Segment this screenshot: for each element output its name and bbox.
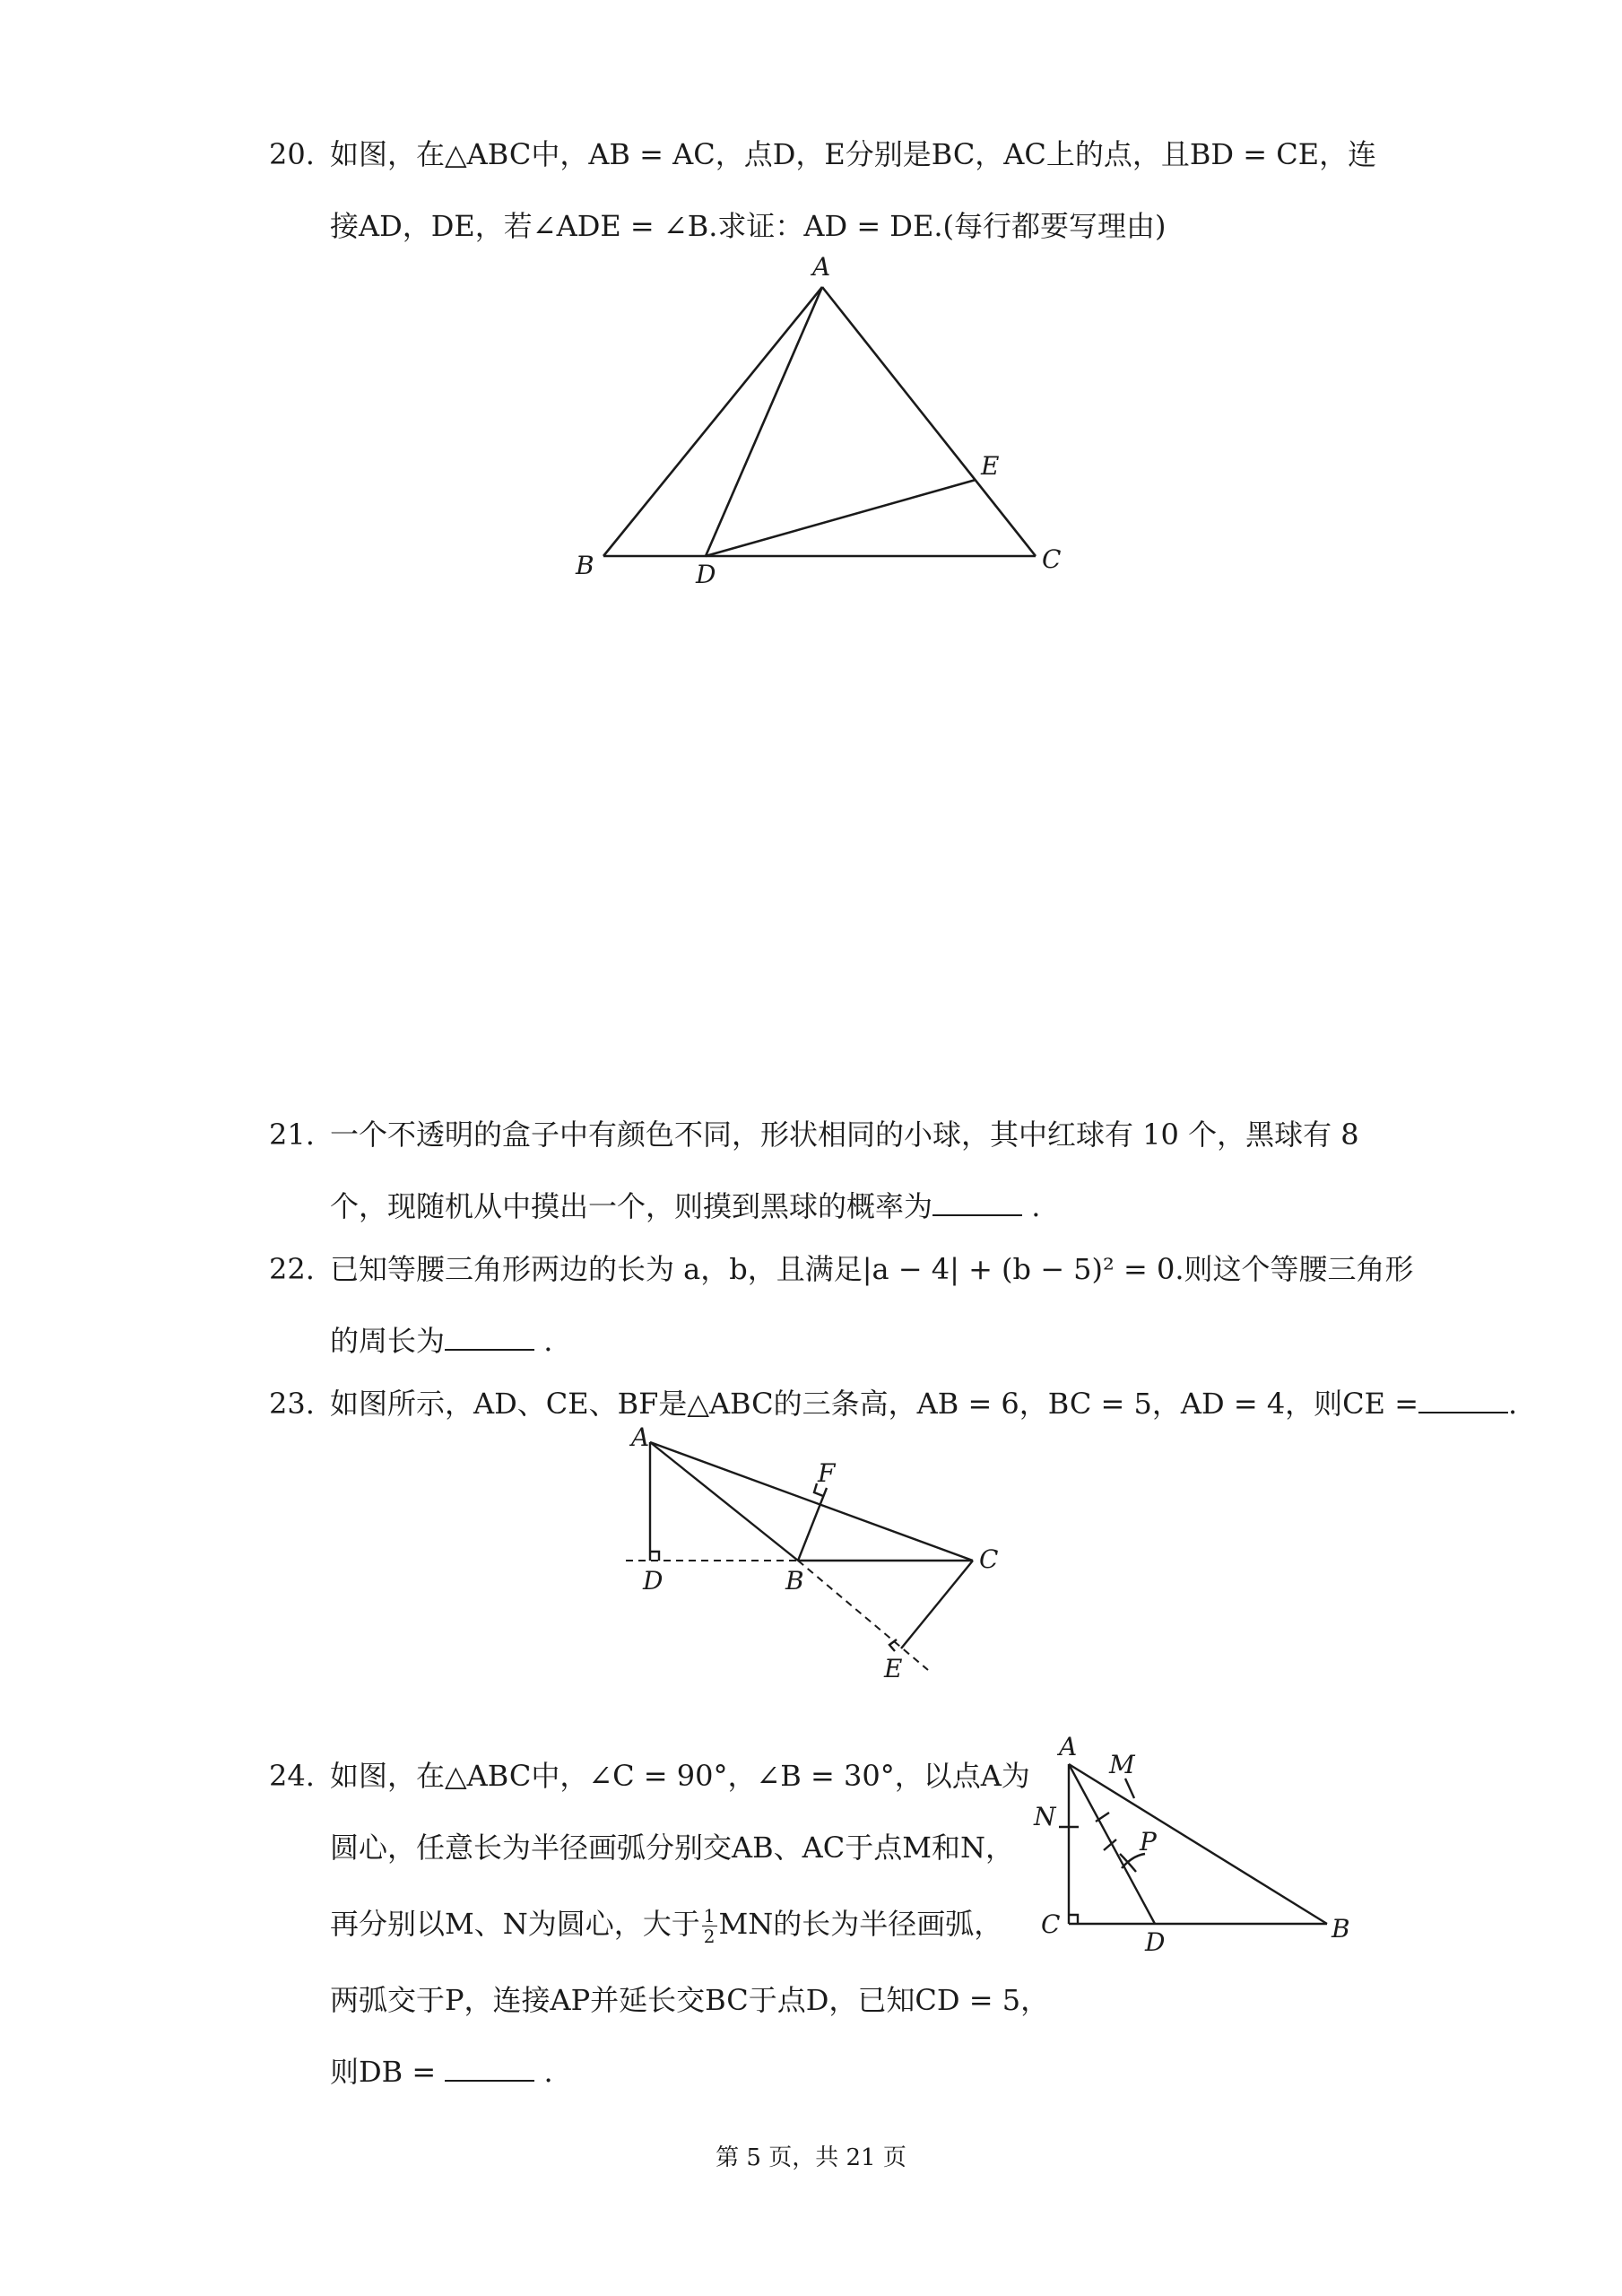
point-label-e: E [884,1654,903,1683]
point-label-f: F [818,1458,836,1488]
point-label-m: M [1109,1750,1135,1779]
question-text-tail: . [1022,1189,1041,1223]
figure-q20 [565,256,1067,587]
question-text-line: 如图，在△ABC中，∠C = 90°，∠B = 30°，以点A为 [330,1759,1030,1793]
question-20 [269,118,1377,262]
triangle-altitudes-diagram [601,1426,1031,1686]
question-text-tail: . [534,2055,553,2089]
question-text-line: 两弧交于P，连接AP并延长交BC于点D，已知CD = 5， [330,1983,1050,2017]
question-24 [269,1740,1050,2108]
point-label-c: C [979,1544,999,1574]
point-label-p: P [1140,1827,1157,1857]
point-label-d: D [1145,1927,1166,1957]
question-number: 24. [269,1759,315,1793]
answer-blank[interactable] [445,1318,534,1351]
question-22 [269,1233,1414,1377]
point-label-b: B [1331,1914,1350,1944]
point-label-n: N [1034,1802,1056,1831]
question-text-line: 接AD，DE，若∠ADE = ∠B.求证：AD = DE.(每行都要写理由) [330,209,1167,243]
question-text-line: MN的长为半径画弧， [718,1907,1003,1941]
question-text-line: 再分别以M、N为圆心，大于 [330,1907,700,1941]
question-number: 22. [269,1252,315,1286]
question-text-line: 的周长为 [330,1324,446,1358]
triangle-diagram [565,256,1067,587]
question-text-line: 如图，在△ABC中，AB = AC，点D，E分别是BC，AC上的点，且BD = CE，连 [330,137,1377,171]
point-label-e: E [981,451,1000,481]
fraction-one-half: $\frac{1}{2}$ [703,1905,716,1947]
point-label-c: C [1042,544,1062,574]
question-number: 20. [269,137,315,171]
answer-blank[interactable] [445,2049,534,2082]
question-21 [269,1099,1372,1242]
question-text-tail: . [1508,1387,1518,1421]
point-label-b: B [785,1566,804,1596]
question-text-line: 已知等腰三角形两边的长为 a，b，且满足|a − 4| + (b − 5)² = 0.则这个等腰三角形 [330,1252,1414,1286]
figure-q24 [1027,1735,1367,1973]
point-label-a: A [1059,1735,1078,1761]
point-label-d: D [643,1566,664,1596]
answer-blank[interactable] [932,1184,1022,1216]
point-label-c: C [1041,1909,1061,1939]
angle-bisector-diagram [1027,1735,1367,1973]
point-label-d: D [696,560,716,587]
point-label-b: B [576,551,594,580]
question-text-line: 则DB = [330,2055,446,2089]
question-text-line: 如图所示，AD、CE、BF是△ABC的三条高，AB = 6，BC = 5，AD = 4，则CE = [330,1387,1419,1421]
point-label-a: A [812,256,831,282]
figure-q23 [601,1426,1031,1686]
answer-blank[interactable] [1418,1381,1508,1413]
question-text-line: 一个不透明的盒子中有颜色不同，形状相同的小球，其中红球有 10 个，黑球有 8 [330,1118,1359,1152]
question-text-tail: . [534,1324,553,1358]
page-footer: 第 5 页，共 21 页 [716,2144,906,2171]
question-text-line: 个，现随机从中摸出一个，则摸到黑球的概率为 [330,1189,933,1223]
question-number: 21. [269,1118,315,1152]
point-label-a: A [631,1426,650,1452]
question-number: 23. [269,1387,315,1421]
question-text-line: 圆心，任意长为半径画弧分别交AB、AC于点M和N， [330,1831,1014,1865]
